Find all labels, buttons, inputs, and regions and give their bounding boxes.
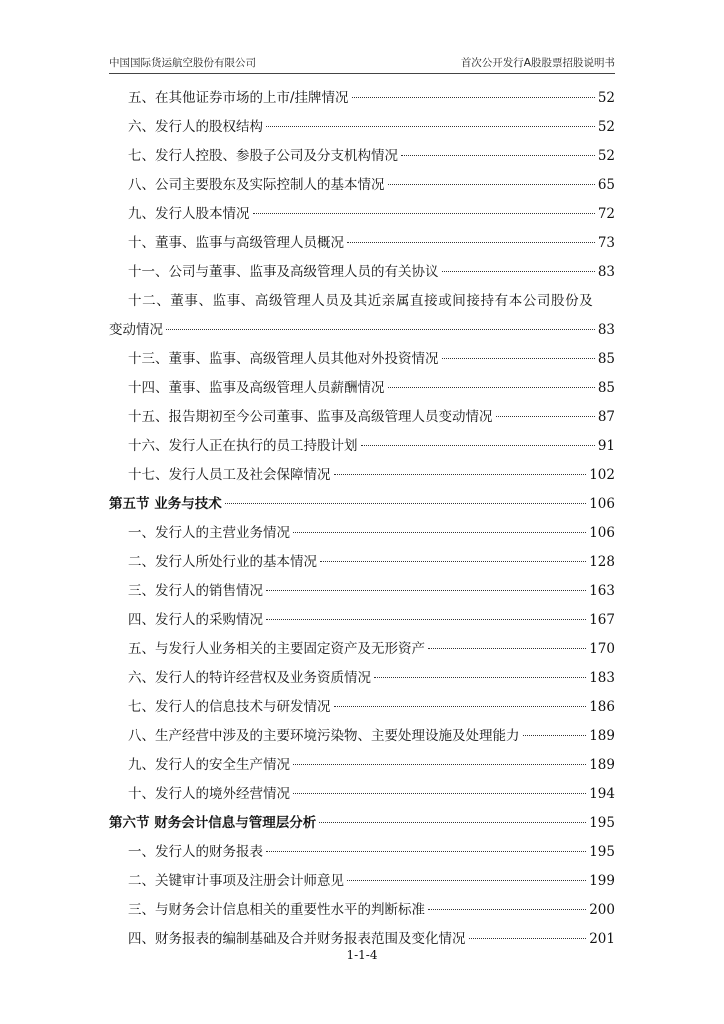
toc-dot-leader <box>374 677 586 678</box>
toc-page-number: 186 <box>589 699 615 715</box>
toc-entry-title: 五、与发行人业务相关的主要固定资产及无形资产 <box>128 641 425 657</box>
toc-entry-title: 一、发行人的财务报表 <box>128 844 263 860</box>
toc-entry-title: 七、发行人的信息技术与研发情况 <box>128 699 331 715</box>
toc-entry[interactable] <box>109 577 615 606</box>
toc-entry-title: 变动情况 <box>109 322 163 338</box>
toc-entry[interactable] <box>109 316 615 345</box>
toc-entry-title: 二、发行人所处行业的基本情况 <box>128 554 317 570</box>
toc-page-number: 83 <box>597 264 615 280</box>
toc-page-number: 102 <box>589 467 615 483</box>
toc-entry[interactable] <box>109 693 615 722</box>
toc-entry-title: 五、在其他证券市场的上市/挂牌情况 <box>128 90 349 106</box>
toc-dot-leader <box>319 822 586 823</box>
toc-page-number: 85 <box>597 380 615 396</box>
toc-dot-leader <box>469 938 587 939</box>
toc-entry[interactable] <box>109 896 615 925</box>
page-number: 1-1-4 <box>346 948 378 962</box>
toc-entry-title: 九、发行人的安全生产情况 <box>128 757 290 773</box>
toc-page-number: 73 <box>597 235 615 251</box>
document-title: 首次公开发行A股股票招股说明书 <box>460 57 615 69</box>
toc-entry[interactable] <box>109 780 615 809</box>
page-header <box>109 50 615 74</box>
toc-page-number: 195 <box>589 844 615 860</box>
toc-entry[interactable] <box>109 461 615 490</box>
toc-entry[interactable] <box>109 751 615 780</box>
toc-page-number: 189 <box>589 728 615 744</box>
toc-dot-leader <box>496 416 595 417</box>
toc-page-number: 52 <box>597 90 615 106</box>
toc-page-number: 52 <box>597 148 615 164</box>
toc-entry[interactable] <box>109 258 615 287</box>
toc-entry[interactable] <box>109 113 615 142</box>
toc-dot-leader <box>266 590 586 591</box>
toc-dot-leader <box>347 242 595 243</box>
toc-section-entry[interactable] <box>109 809 615 838</box>
toc-entry[interactable] <box>109 548 615 577</box>
toc-page-number: 91 <box>597 438 615 454</box>
toc-entry[interactable] <box>109 722 615 751</box>
toc-dot-leader <box>293 793 586 794</box>
toc-entry-title: 十三、董事、监事、高级管理人员其他对外投资情况 <box>128 351 439 367</box>
toc-page-number: 170 <box>589 641 615 657</box>
toc-page-number: 194 <box>589 786 615 802</box>
toc-entry[interactable] <box>109 664 615 693</box>
toc-dot-leader <box>225 503 587 504</box>
table-of-contents <box>109 84 615 954</box>
toc-dot-leader <box>320 561 586 562</box>
toc-entry[interactable] <box>109 345 615 374</box>
toc-dot-leader <box>266 619 586 620</box>
toc-entry-title: 四、发行人的采购情况 <box>128 612 263 628</box>
toc-dot-leader <box>334 706 587 707</box>
toc-entry-title: 一、发行人的主营业务情况 <box>128 525 290 541</box>
toc-entry-title: 九、发行人股本情况 <box>128 206 250 222</box>
toc-page-number: 83 <box>597 322 615 338</box>
toc-page-number: 72 <box>597 206 615 222</box>
toc-entry[interactable] <box>109 403 615 432</box>
toc-entry-title: 四、财务报表的编制基础及合并财务报表范围及变化情况 <box>128 931 466 947</box>
toc-dot-leader <box>253 213 595 214</box>
toc-entry[interactable] <box>109 229 615 258</box>
toc-entry-title: 第六节 财务会计信息与管理层分析 <box>109 815 317 831</box>
toc-page-number: 200 <box>589 902 615 918</box>
toc-section-entry[interactable] <box>109 490 615 519</box>
toc-page-number: 167 <box>589 612 615 628</box>
toc-dot-leader <box>293 764 586 765</box>
toc-entry-title: 十五、报告期初至今公司董事、监事及高级管理人员变动情况 <box>128 409 493 425</box>
toc-dot-leader <box>388 387 595 388</box>
toc-page-number: 87 <box>597 409 615 425</box>
toc-page-number: 106 <box>589 496 615 512</box>
toc-dot-leader <box>442 358 595 359</box>
toc-page-number: 106 <box>589 525 615 541</box>
toc-entry[interactable] <box>109 287 615 316</box>
toc-entry-title: 八、生产经营中涉及的主要环境污染物、主要处理设施及处理能力 <box>128 728 520 744</box>
toc-entry-title: 第五节 业务与技术 <box>109 496 222 512</box>
toc-dot-leader <box>523 735 587 736</box>
toc-page-number: 85 <box>597 351 615 367</box>
toc-entry-title: 十、董事、监事与高级管理人员概况 <box>128 235 344 251</box>
toc-entry-title: 十七、发行人员工及社会保障情况 <box>128 467 331 483</box>
toc-page-number: 183 <box>589 670 615 686</box>
toc-dot-leader <box>266 126 595 127</box>
toc-entry-title: 十一、公司与董事、监事及高级管理人员的有关协议 <box>128 264 439 280</box>
toc-page-number: 65 <box>597 177 615 193</box>
toc-dot-leader <box>166 329 595 330</box>
company-name: 中国国际货运航空股份有限公司 <box>109 57 256 69</box>
toc-page-number: 195 <box>589 815 615 831</box>
toc-entry-title: 三、与财务会计信息相关的重要性水平的判断标准 <box>128 902 425 918</box>
toc-entry-title: 十六、发行人正在执行的员工持股计划 <box>128 438 358 454</box>
toc-page-number: 189 <box>589 757 615 773</box>
toc-page-number: 128 <box>589 554 615 570</box>
toc-page-number: 163 <box>589 583 615 599</box>
toc-dot-leader <box>428 648 586 649</box>
toc-dot-leader <box>428 909 586 910</box>
toc-entry-title: 三、发行人的销售情况 <box>128 583 263 599</box>
toc-entry[interactable] <box>109 867 615 896</box>
toc-dot-leader <box>401 155 595 156</box>
toc-dot-leader <box>352 97 595 98</box>
toc-entry[interactable] <box>109 519 615 548</box>
toc-dot-leader <box>334 474 587 475</box>
toc-entry-title: 七、发行人控股、参股子公司及分支机构情况 <box>128 148 398 164</box>
toc-dot-leader <box>442 271 595 272</box>
toc-entry[interactable] <box>109 432 615 461</box>
toc-entry-title: 十、发行人的境外经营情况 <box>128 786 290 802</box>
toc-entry-title: 十二、董事、监事、高级管理人员及其近亲属直接或间接持有本公司股份及 <box>128 293 594 309</box>
toc-page-number: 201 <box>589 931 615 947</box>
toc-dot-leader <box>266 851 586 852</box>
toc-entry-title: 八、公司主要股东及实际控制人的基本情况 <box>128 177 385 193</box>
toc-dot-leader <box>388 184 595 185</box>
toc-page-number: 199 <box>589 873 615 889</box>
toc-entry-title: 十四、董事、监事及高级管理人员薪酬情况 <box>128 380 385 396</box>
toc-entry-title: 六、发行人的特许经营权及业务资质情况 <box>128 670 371 686</box>
toc-dot-leader <box>347 880 586 881</box>
toc-entry[interactable] <box>109 838 615 867</box>
toc-entry[interactable] <box>109 171 615 200</box>
toc-entry-title: 二、关键审计事项及注册会计师意见 <box>128 873 344 889</box>
toc-entry[interactable] <box>109 84 615 113</box>
toc-dot-leader <box>293 532 586 533</box>
toc-entry[interactable] <box>109 200 615 229</box>
toc-entry[interactable] <box>109 635 615 664</box>
toc-entry-title: 六、发行人的股权结构 <box>128 119 263 135</box>
toc-dot-leader <box>361 445 595 446</box>
toc-entry[interactable] <box>109 374 615 403</box>
toc-entry[interactable] <box>109 142 615 171</box>
toc-page-number: 52 <box>597 119 615 135</box>
toc-entry[interactable] <box>109 606 615 635</box>
